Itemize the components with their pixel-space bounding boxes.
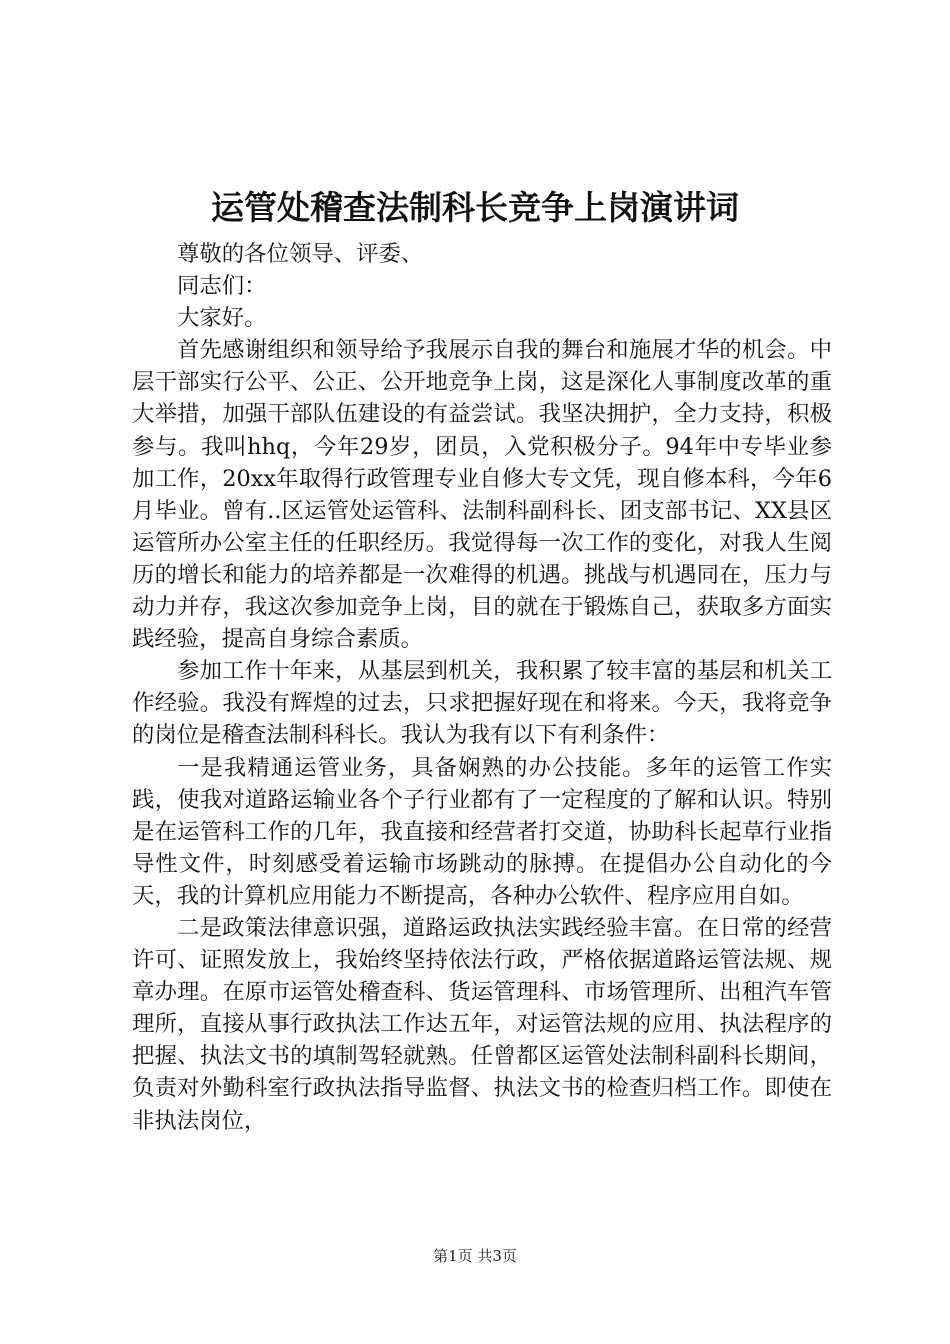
document-title: 运管处稽查法制科长竞争上岗演讲词	[211, 188, 739, 227]
salutation-line: 同志们：	[177, 273, 267, 300]
body-paragraph: 一是我精通运管业务，具备娴熟的办公技能。多年的运管工作实践，使我对道路运输业各个子行业都有了一定程度的了解和认识。特别是在运管科工作的几年，我直接和经营者打交道，协助科长起草行业指导性文件，时刻感受着运输市场跳动的脉搏。在提倡办公自动化的今天，我的计算机应用能力不断提高，各种办公软件、程序应用自如。	[132, 754, 832, 909]
greeting-line: 大家好。	[177, 305, 267, 332]
body-paragraph: 二是政策法律意识强，道路运政执法实践经验丰富。在日常的经营许可、证照发放上，我始终坚持依法行政，严格依据道路运管法规、规章办理。在原市运管处稽查科、货运管理科、市场管理所、出租汽车管理所，直接从事行政执法工作达五年，对运管法规的应用、执法程序的把握、执法文书的填制驾轻就熟。任曾都区运管处法制科副科长期间，负责对外勤科室行政执法指导监督、执法文书的检查归档工作。即使在非执法岗位，	[132, 914, 832, 1134]
salutation-line: 尊敬的各位领导、评委、	[177, 241, 424, 267]
page-number-footer: 第1页 共3页	[433, 1247, 517, 1265]
body-paragraph: 首先感谢组织和领导给予我展示自我的舞台和施展才华的机会。中层干部实行公平、公正、公开地竞争上岗，这是深化人事制度改革的重大举措，加强干部队伍建设的有益尝试。我坚决拥护，全力支持，积极参与。我叫hhq，今年29岁，团员，入党积极分子。94年中专毕业参加工作，20xx年取得行政管理专业自修大专文凭，现自修本科，今年6月毕业。曾有..区运管处运管科、法制科副科长、团支部书记、XX县区运管所办公室主任的任职经历。我觉得每一次工作的变化，对我人生阅历的增长和能力的培养都是一次难得的机遇。挑战与机遇同在，压力与动力并存，我这次参加竞争上岗，目的就在于锻炼自己，获取多方面实践经验，提高自身综合素质。	[132, 337, 832, 653]
body-paragraph: 参加工作十年来，从基层到机关，我积累了较丰富的基层和机关工作经验。我没有辉煌的过去，只求把握好现在和将来。今天，我将竞争的岗位是稽查法制科科长。我认为我有以下有利条件：	[132, 658, 832, 749]
document-body	[132, 238, 832, 1137]
